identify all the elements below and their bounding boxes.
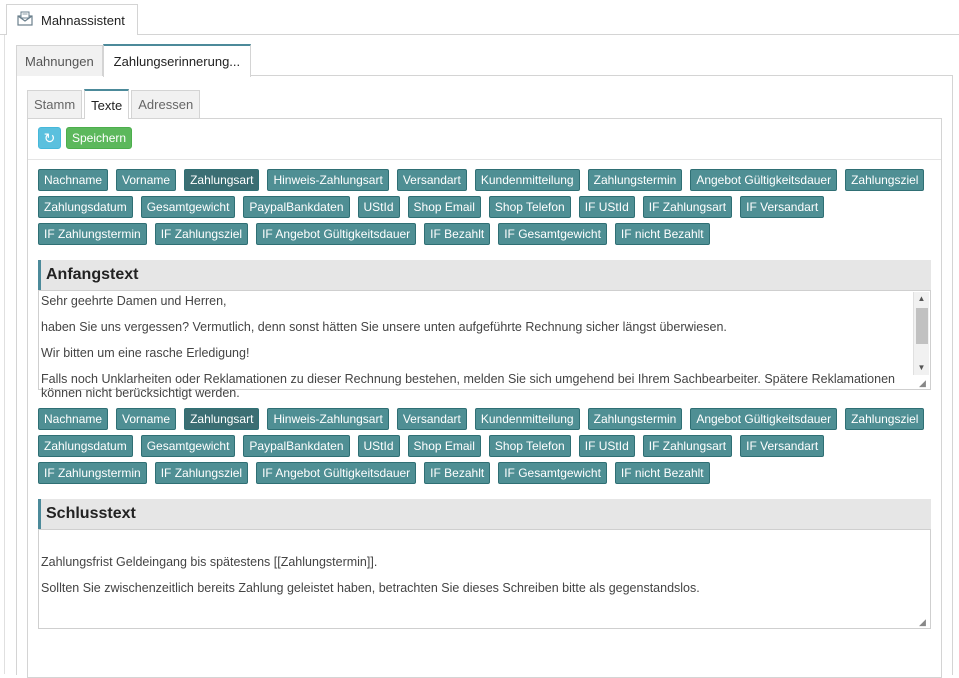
placeholder-button[interactable]: Shop Telefon — [489, 196, 571, 218]
window-tab-mahnassistent[interactable] — [6, 4, 138, 35]
section-title: Schlusstext — [46, 505, 136, 522]
placeholder-button[interactable]: IF Zahlungsart — [643, 435, 732, 457]
section-title: Anfangstext — [46, 266, 139, 283]
placeholder-button[interactable]: UStId — [358, 435, 400, 457]
placeholder-buttons-anfangstext — [38, 169, 928, 245]
placeholder-button[interactable]: IF Zahlungstermin — [38, 223, 147, 245]
placeholder-button[interactable]: Versandart — [397, 169, 467, 191]
placeholder-buttons-schlusstext — [38, 408, 928, 484]
refresh-icon: ↻ — [43, 129, 56, 146]
placeholder-button[interactable]: Vorname — [116, 408, 176, 430]
resize-handle-icon[interactable]: ◢ — [919, 617, 926, 627]
placeholder-button[interactable]: Nachname — [38, 169, 108, 191]
placeholder-button[interactable]: IF Zahlungsziel — [155, 223, 248, 245]
placeholder-button[interactable]: Zahlungsziel — [845, 169, 924, 191]
placeholder-button[interactable]: Angebot Gültigkeitsdauer — [690, 169, 837, 191]
section-header-schlusstext — [38, 499, 931, 529]
tabs-level2 — [27, 89, 200, 118]
scrollbar[interactable] — [913, 292, 929, 375]
placeholder-button[interactable]: Zahlungsart — [184, 169, 259, 191]
placeholder-button[interactable]: Versandart — [397, 408, 467, 430]
placeholder-button[interactable]: Gesamtgewicht — [141, 435, 236, 457]
placeholder-button[interactable]: IF Versandart — [740, 435, 824, 457]
mail-icon — [17, 11, 33, 29]
schlusstext-textarea[interactable] — [38, 529, 931, 629]
placeholder-button[interactable]: IF Zahlungstermin — [38, 462, 147, 484]
placeholder-button[interactable]: Angebot Gültigkeitsdauer — [690, 408, 837, 430]
placeholder-button[interactable]: IF Gesamtgewicht — [498, 462, 607, 484]
text-line: haben Sie uns vergessen? Vermutlich, denn sonst hätten Sie unsere unten aufgeführte Rechnung sicher längst überwiesen. — [41, 320, 727, 334]
placeholder-button[interactable]: IF Zahlungsziel — [155, 462, 248, 484]
window-tab-divider — [138, 34, 959, 35]
placeholder-button[interactable]: Kundenmitteilung — [475, 169, 580, 191]
placeholder-button[interactable]: IF UStId — [579, 196, 635, 218]
text-line: Wir bitten um eine rasche Erledigung! — [41, 346, 250, 360]
tab-stamm[interactable]: Stamm — [27, 90, 82, 118]
tabs-level1 — [16, 44, 251, 76]
text-line — [41, 539, 930, 549]
placeholder-button[interactable]: IF Versandart — [740, 196, 824, 218]
placeholder-button[interactable]: PaypalBankdaten — [243, 435, 349, 457]
resize-handle-icon[interactable]: ◢ — [919, 378, 926, 388]
placeholder-button[interactable]: IF UStId — [579, 435, 635, 457]
scroll-down-icon[interactable]: ▼ — [917, 363, 926, 372]
placeholder-button[interactable]: IF Bezahlt — [424, 462, 490, 484]
save-button[interactable]: Speichern — [66, 127, 132, 149]
tab-zahlungserinnerung[interactable]: Zahlungserinnerung... — [103, 44, 251, 77]
placeholder-button[interactable]: Vorname — [116, 169, 176, 191]
window-tab-label: Mahnassistent — [41, 12, 125, 28]
placeholder-button[interactable]: Kundenmitteilung — [475, 408, 580, 430]
placeholder-button[interactable]: Zahlungsdatum — [38, 435, 133, 457]
placeholder-button[interactable]: IF Gesamtgewicht — [498, 223, 607, 245]
tab-adressen[interactable]: Adressen — [131, 90, 200, 118]
text-line: Zahlungsfrist Geldeingang bis spätestens [[Zahlungstermin]]. — [41, 555, 378, 569]
placeholder-button[interactable]: Shop Email — [408, 196, 481, 218]
scroll-up-icon[interactable]: ▲ — [917, 294, 926, 303]
anfangstext-textarea[interactable] — [38, 290, 931, 400]
placeholder-button[interactable]: IF Angebot Gültigkeitsdauer — [256, 462, 416, 484]
placeholder-button[interactable]: UStId — [358, 196, 400, 218]
text-line: Falls noch Unklarheiten oder Reklamationen zu dieser Rechnung bestehen, melden Sie sich umgehend bei Ihrem Sachbearbeiter. Spätere Reklamationen können nicht berücksichtigt werden. — [41, 372, 895, 400]
section-header-anfangstext — [38, 260, 931, 290]
placeholder-button[interactable]: Zahlungsziel — [845, 408, 924, 430]
tab-mahnungen[interactable]: Mahnungen — [16, 45, 103, 76]
tab-texte[interactable]: Texte — [84, 89, 129, 119]
scroll-thumb[interactable] — [916, 308, 928, 344]
refresh-button[interactable] — [38, 127, 61, 149]
placeholder-button[interactable]: IF Zahlungsart — [643, 196, 732, 218]
placeholder-button[interactable]: Zahlungsdatum — [38, 196, 133, 218]
placeholder-button[interactable]: Shop Telefon — [489, 435, 571, 457]
placeholder-button[interactable]: Hinweis-Zahlungsart — [267, 169, 388, 191]
text-line: Sehr geehrte Damen und Herren, — [41, 294, 227, 308]
toolbar — [38, 127, 132, 149]
placeholder-button[interactable]: Hinweis-Zahlungsart — [267, 408, 388, 430]
placeholder-button[interactable]: Gesamtgewicht — [141, 196, 236, 218]
placeholder-button[interactable]: IF nicht Bezahlt — [615, 223, 710, 245]
placeholder-button[interactable]: Zahlungstermin — [588, 408, 683, 430]
placeholder-button[interactable]: Zahlungsart — [184, 408, 259, 430]
placeholder-button[interactable]: Nachname — [38, 408, 108, 430]
toolbar-divider — [28, 159, 941, 160]
placeholder-button[interactable]: Zahlungstermin — [588, 169, 683, 191]
placeholder-button[interactable]: IF Angebot Gültigkeitsdauer — [256, 223, 416, 245]
placeholder-button[interactable]: Shop Email — [408, 435, 481, 457]
placeholder-button[interactable]: IF nicht Bezahlt — [615, 462, 710, 484]
text-line: Sollten Sie zwischenzeitlich bereits Zahlung geleistet haben, betrachten Sie dieses Schreiben bitte als gegenstandslos. — [41, 581, 700, 595]
placeholder-button[interactable]: PaypalBankdaten — [243, 196, 349, 218]
placeholder-button[interactable]: IF Bezahlt — [424, 223, 490, 245]
